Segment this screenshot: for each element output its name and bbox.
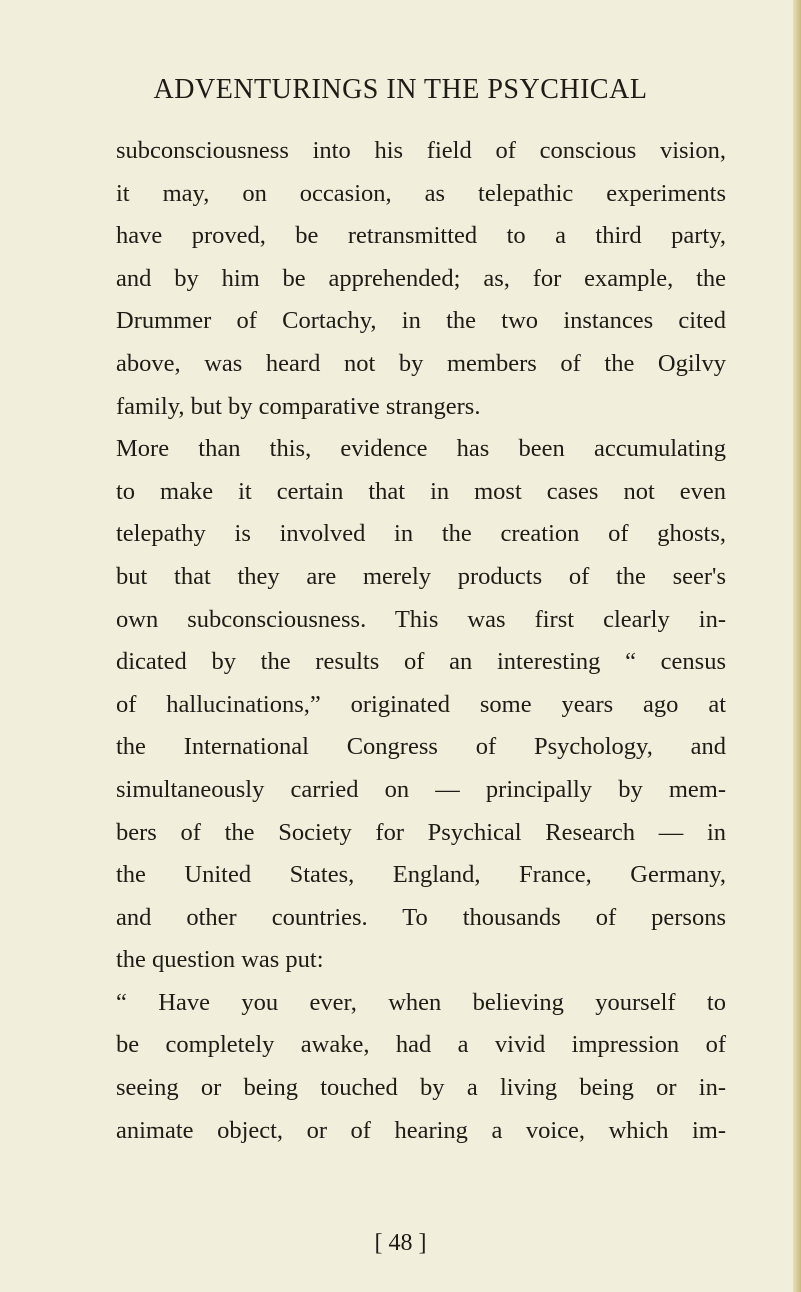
text-line-3: have proved, be retransmitted to a third party, [116, 222, 726, 250]
running-header: ADVENTURINGS IN THE PSYCHICAL [153, 74, 648, 105]
text-line-19: and other countries. To thousands of persons [116, 903, 726, 931]
text-line-17: bers of the Society for Psychical Research — in [116, 818, 726, 846]
text-line-9: to make it certain that in most cases not even [116, 477, 726, 505]
text-line-13: dicated by the results of an interesting “ census [116, 648, 726, 676]
page-edge [793, 0, 801, 1292]
text-line-23: seeing or being touched by a living being or in- [116, 1074, 726, 1102]
text-line-12: own subconsciousness. This was first clearly in- [116, 605, 726, 633]
text-line-10: telepathy is involved in the creation of ghosts, [116, 520, 726, 548]
text-line-21: “ Have you ever, when believing yourself to [116, 988, 726, 1016]
text-line-11: but that they are merely products of the seer's [116, 562, 726, 590]
text-line-1: subconsciousness into his field of conscious vision, [116, 137, 726, 164]
text-line-24: animate object, or of hearing a voice, which im- [116, 1116, 726, 1144]
text-line-4: and by him be apprehended; as, for example, the [116, 264, 726, 292]
text-line-15: the International Congress of Psychology, and [116, 733, 726, 761]
text-line-7: family, but by comparative strangers. [116, 392, 481, 420]
text-line-18: the United States, England, France, Germany, [116, 861, 726, 889]
text-line-14: of hallucinations,” originated some years ago at [116, 690, 726, 718]
text-line-5: Drummer of Cortachy, in the two instances cited [116, 307, 726, 335]
text-line-20: the question was put: [116, 946, 324, 974]
text-line-2: it may, on occasion, as telepathic experiments [116, 179, 726, 207]
text-line-8: More than this, evidence has been accumulating [116, 435, 726, 463]
page-number: [ 48 ] [374, 1230, 427, 1256]
text-line-6: above, was heard not by members of the Ogilvy [116, 349, 726, 377]
text-line-16: simultaneously carried on — principally by mem- [116, 775, 726, 803]
body-text [116, 130, 726, 1152]
text-line-22: be completely awake, had a vivid impression of [116, 1031, 726, 1059]
